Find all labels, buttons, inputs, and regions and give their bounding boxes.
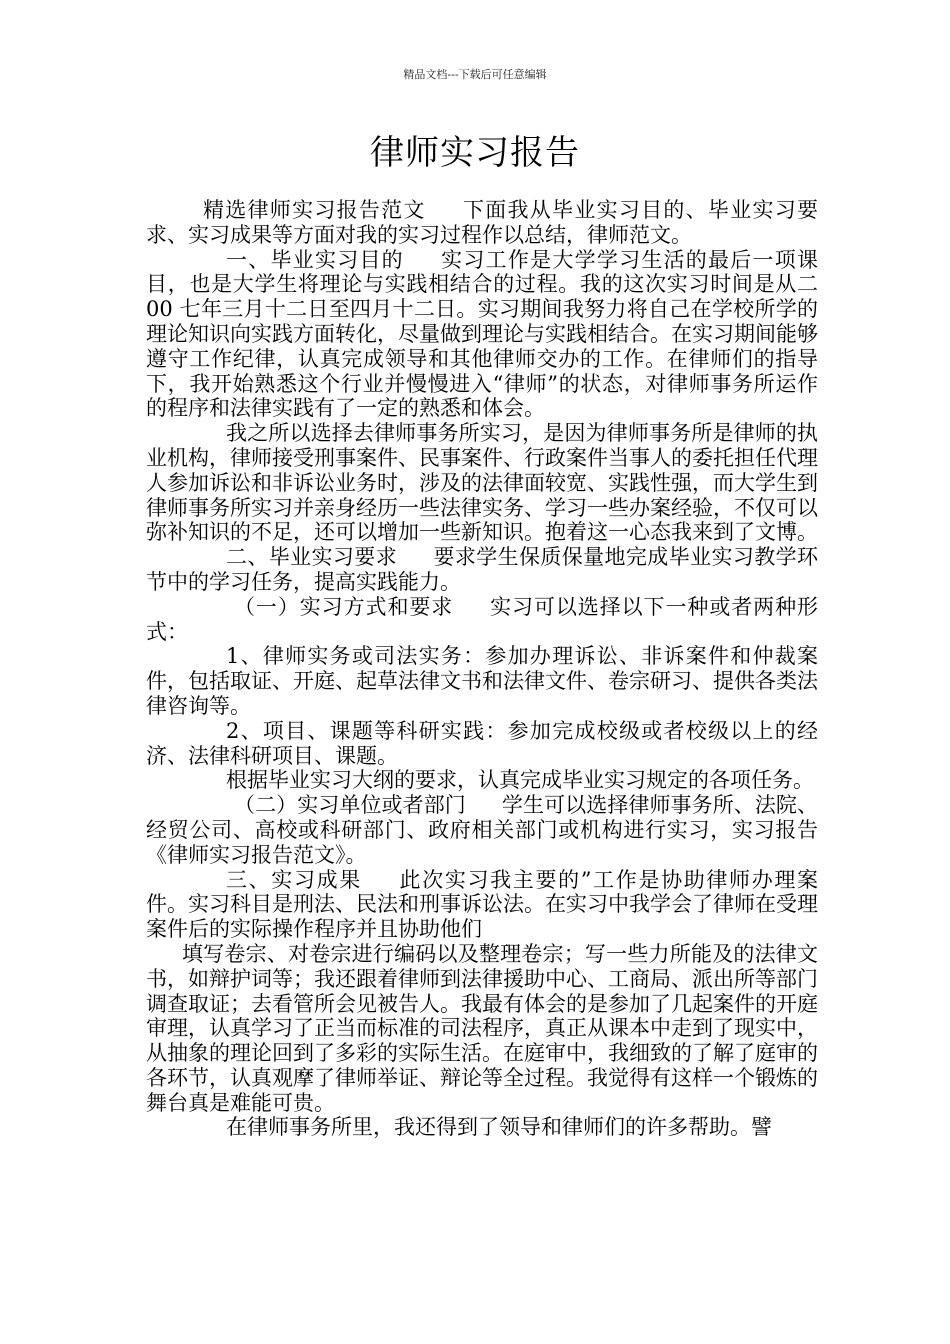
- subsection-heading: （二）实习单位或者部门: [234, 793, 466, 818]
- paragraph: [146, 793, 818, 867]
- paragraph-body: 根据毕业实习大纲的要求，认真完成毕业实习规定的各项任务。: [226, 768, 814, 793]
- page-title: 律师实习报告: [370, 133, 580, 173]
- section-heading: 二、毕业实习要求: [226, 545, 398, 570]
- paragraph-body: 要求学生保质保量地完成毕业实习教学环节中的学习任务，提高实践能力。: [146, 545, 818, 594]
- section-heading: 一、毕业实习目的: [226, 247, 404, 272]
- paragraph-body: 在律师事务所里，我还得到了领导和律师们的许多帮助。譬: [226, 1115, 772, 1140]
- paragraph: [146, 595, 818, 645]
- paragraph: [146, 719, 818, 769]
- paragraph-body: 实习工作是大学学习生活的最后一项课目，也是大学生将理论与实践相结合的过程。我的这次实习时间是从二 00 七年三月十二日至四月十二日。实习期间我努力将自己在学校所学的理论知识向实践方面转化，尽量做到理论与实践相结合。在实习期间能够遵守工作纪律，认真完成领导和其他律师交办的工作。在律师们的指导下，我开始熟悉这个行业并慢慢进入“律师”的状态，对律师事务所运作的程序和法律实践有了一定的熟悉和体会。: [146, 247, 819, 421]
- subsection-heading: （一）实习方式和要求: [234, 594, 454, 619]
- paragraph: [146, 768, 818, 793]
- paragraph-body: 下面我从毕业实习目的、毕业实习要求、实习成果等方面对我的实习过程作以总结，律师范文。: [146, 198, 819, 247]
- paragraph: [146, 545, 818, 595]
- header-note: 精品文档---下载后可任意编辑: [403, 68, 547, 81]
- paragraph: [146, 248, 818, 422]
- paragraph-body: 填写卷宗、对卷宗进行编码以及整理卷宗；写一些力所能及的法律文书，如辩护词等；我还跟着律师到法律援助中心、工商局、派出所等部门调查取证；去看管所会见被告人。我最有体会的是参加了几起案件的开庭审理，认真学习了正当而标准的司法程序，真正从课本中走到了现实中，从抽象的理论回到了多彩的实际生活。在庭审中，我细致的了解了庭审的各环节，认真观摩了律师举证、辩论等全过程。我觉得有这样一个锻炼的舞台真是难能可贵。: [146, 941, 818, 1115]
- paragraph: [146, 868, 818, 942]
- body-text: [146, 198, 818, 1140]
- paragraph: [146, 942, 818, 1116]
- paragraph-body: 2、项目、课题等科研实践：参加完成校级或者校级以上的经济、法律科研项目、课题。: [146, 718, 818, 768]
- paragraph-body: 我之所以选择去律师事务所实习，是因为律师事务所是律师的执业机构，律师接受刑事案件、民事案件、行政案件当事人的委托担任代理人参加诉讼和非诉讼业务时，涉及的法律面较宽、实践性强，而大学生到律师事务所实习并亲身经历一些法律实务、学习一些办案经验，不仅可以弥补知识的不足，还可以增加一些新知识。抱着这一心态我来到了文博。: [146, 421, 818, 545]
- paragraph: [146, 644, 818, 718]
- paragraph-body: 此次实习我主要的”工作是协助律师办理案件。实习科目是刑法、民法和刑事诉讼法。在实习中我学会了律师在受理案件后的实际操作程序并且协助他们: [146, 867, 819, 942]
- paragraph: [146, 421, 818, 545]
- paragraph-body: 学生可以选择律师事务所、法院、经贸公司、高校或科研部门、政府相关部门或机构进行实习，实习报告《律师实习报告范文》。: [146, 793, 819, 867]
- paragraph: [146, 198, 818, 248]
- paragraph: [146, 1115, 818, 1140]
- section-heading: 三、实习成果: [226, 867, 362, 892]
- paragraph-body: 实习可以选择以下一种或者两种形式：: [146, 594, 819, 644]
- paragraph-body: 1、律师实务或司法实务：参加办理诉讼、非诉案件和仲裁案件，包括取证、开庭、起草法律文书和法律文件、卷宗研习、提供各类法律咨询等。: [146, 644, 818, 718]
- paragraph-lead: 精选律师实习报告范文: [203, 198, 426, 222]
